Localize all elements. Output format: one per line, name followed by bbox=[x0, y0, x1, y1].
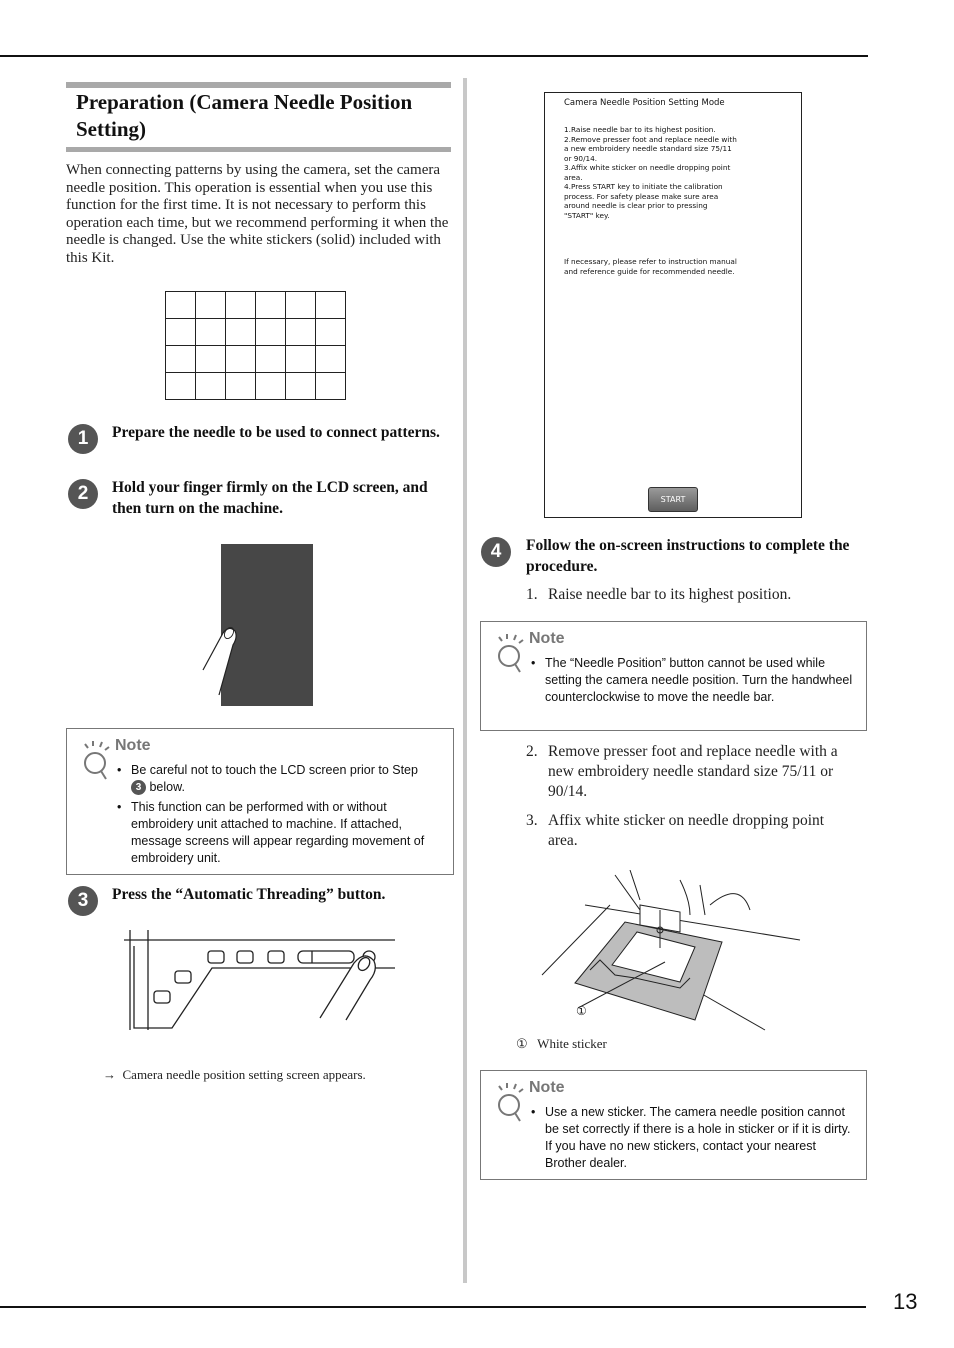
note-icon bbox=[493, 1081, 527, 1123]
page-number: 13 bbox=[893, 1289, 918, 1314]
heading-bar-top bbox=[66, 82, 451, 88]
step-2-text: Hold your finger firmly on the LCD screen, and then turn on the machine. bbox=[112, 479, 428, 517]
section-title: Preparation (Camera Needle Position Setting) bbox=[76, 90, 413, 141]
figure-caption bbox=[516, 1036, 607, 1052]
lcd-instructions: 1.Raise needle bar to its highest position. 2.Remove presser foot and replace needle with a new embroidery needle standard size 75/11 or 90/14. 3.Affix white sticker on needle dropping point area. 4.Press START key to initiate the calibration process. For safety please make sure area around needle is clear prior to pressing "START" key. bbox=[564, 125, 737, 220]
note-list bbox=[117, 762, 445, 870]
note-box-1 bbox=[66, 728, 454, 875]
step-number-1: 1 bbox=[68, 424, 98, 454]
bottom-rule bbox=[0, 1306, 866, 1308]
note-item: • Use a new sticker. The camera needle position cannot be set correctly if there is a hole in sticker or if it is dirty. If you have no new stickers, contact your nearest Brother dealer. bbox=[531, 1104, 859, 1172]
lcd-title: Camera Needle Position Setting Mode bbox=[564, 98, 725, 108]
step-number-4: 4 bbox=[481, 537, 511, 567]
arrow-icon: → bbox=[103, 1067, 116, 1082]
note-icon bbox=[79, 739, 113, 781]
column-divider bbox=[463, 78, 467, 1283]
finger-illustration bbox=[195, 615, 255, 710]
note-box-2 bbox=[480, 621, 867, 731]
top-rule bbox=[0, 55, 868, 57]
result-text: Camera needle position setting screen appears. bbox=[122, 1067, 366, 1082]
needle-plate-illustration bbox=[540, 870, 805, 1035]
note-title: Note bbox=[529, 1079, 565, 1096]
callout-marker: ① bbox=[576, 1004, 587, 1018]
step-4-text: Follow the on-screen instructions to complete the procedure. bbox=[526, 537, 850, 575]
substep-number: 3. bbox=[526, 812, 538, 829]
step-number-3: 3 bbox=[68, 886, 98, 916]
note-title: Note bbox=[115, 737, 151, 754]
note-item bbox=[117, 762, 445, 796]
intro-paragraph: When connecting patterns by using the camera, set the camera needle position. This operation is essential when you use this function for the first time. It is not necessary to perform this operation each time, but we recommend performing it when the needle is changed. Use the white stickers (solid) included with this Kit. bbox=[66, 162, 449, 266]
caption-text: White sticker bbox=[537, 1036, 607, 1051]
note-title: Note bbox=[529, 630, 565, 647]
step-number-2: 2 bbox=[68, 479, 98, 509]
start-button[interactable]: START bbox=[648, 487, 698, 512]
callout-number: ① bbox=[516, 1036, 528, 1051]
heading-bar-bottom bbox=[66, 147, 451, 152]
sticker-sheet-illustration bbox=[165, 291, 346, 400]
substep-text: Raise needle bar to its highest position. bbox=[548, 586, 792, 603]
note-item: • This function can be performed with or without embroidery unit attached to machine. If attached, message screens will appear regarding movement of embroidery unit. bbox=[117, 799, 445, 867]
step-1-text: Prepare the needle to be used to connect patterns. bbox=[112, 424, 440, 441]
substep-text: Affix white sticker on needle dropping point area. bbox=[548, 812, 825, 849]
result-line bbox=[103, 1067, 366, 1083]
substep-number: 1. bbox=[526, 586, 538, 603]
lcd-footer-text: If necessary, please refer to instruction manual and reference guide for recommended needle. bbox=[564, 257, 737, 276]
note-item: • The “Needle Position” button cannot be used while setting the camera needle position. Turn the handwheel counterclockwise to move the needle bar. bbox=[531, 655, 856, 706]
substep-number: 2. bbox=[526, 743, 538, 760]
machine-buttons-illustration bbox=[120, 928, 400, 1033]
note-list bbox=[531, 1104, 859, 1175]
lcd-setting-screen bbox=[544, 92, 802, 518]
note-list bbox=[531, 655, 856, 709]
step-3-text: Press the “Automatic Threading” button. bbox=[112, 886, 386, 903]
note-icon bbox=[493, 632, 527, 674]
note-text: Be careful not to touch the LCD screen prior to Step bbox=[131, 763, 418, 777]
substep-text: Remove presser foot and replace needle with a new embroidery needle standard size 75/11 or 90/14. bbox=[548, 743, 838, 800]
note-text: below. bbox=[149, 780, 185, 794]
note-box-3 bbox=[480, 1070, 867, 1180]
step-ref-badge: 3 bbox=[131, 780, 146, 795]
